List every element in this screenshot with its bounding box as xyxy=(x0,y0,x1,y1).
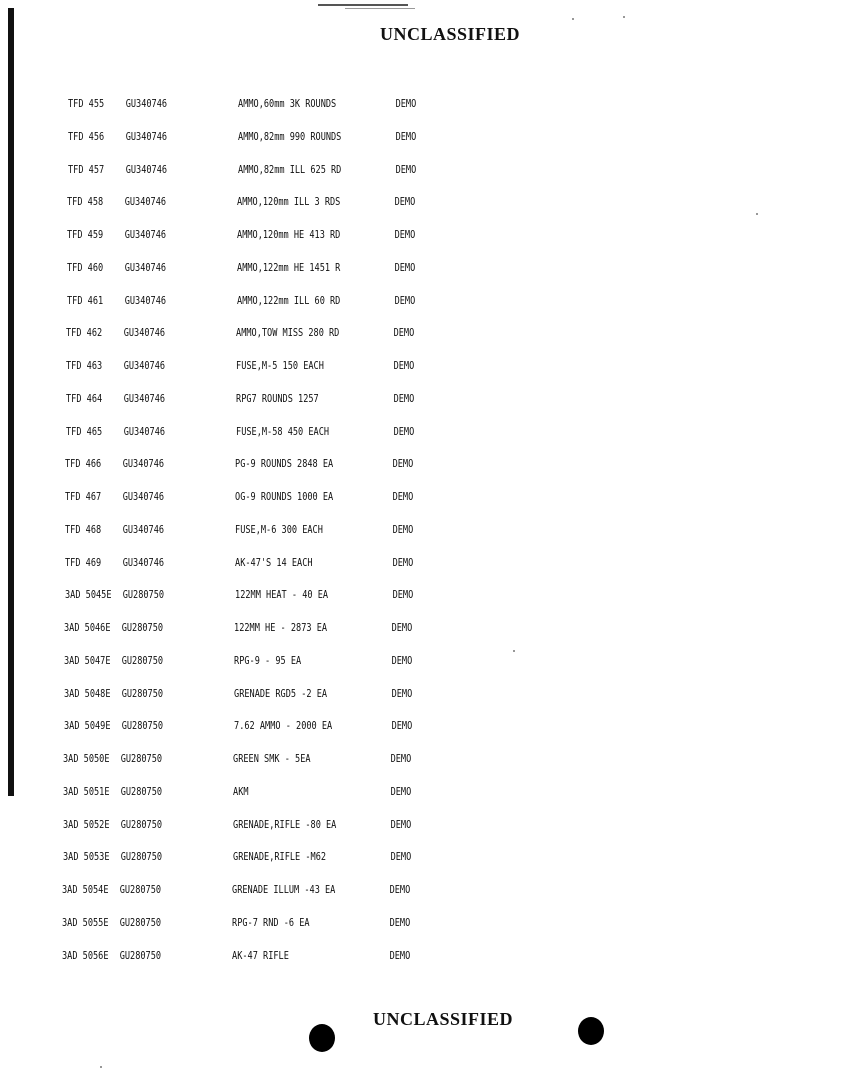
row-item-description: FUSE,M-5 150 EACH xyxy=(236,359,325,372)
row-item-description: RPG-9 - 95 EA xyxy=(234,653,302,667)
row-action: DEMO xyxy=(393,391,415,405)
row-grid-reference: GU280750 xyxy=(120,784,163,798)
row-grid-reference: GU280750 xyxy=(121,686,163,700)
row-grid-reference: GU280750 xyxy=(120,817,162,831)
row-grid-reference: GU280750 xyxy=(119,915,162,929)
row-action: DEMO xyxy=(391,653,413,667)
row-grid-reference: GU280750 xyxy=(122,588,164,602)
row-action: DEMO xyxy=(393,424,414,438)
row-grid-reference: GU280750 xyxy=(119,948,162,962)
row-id: TFD 469 xyxy=(64,555,101,569)
row-id: TFD 463 xyxy=(66,359,103,372)
scan-speck xyxy=(756,213,758,215)
row-grid-reference: GU340746 xyxy=(125,97,168,110)
row-item-description: AMMO,60mm 3K ROUNDS xyxy=(238,97,337,110)
scan-speck xyxy=(513,650,515,652)
row-grid-reference: GU340746 xyxy=(123,359,166,372)
row-id: TFD 462 xyxy=(66,326,103,340)
row-action: DEMO xyxy=(392,490,414,503)
row-grid-reference: GU280750 xyxy=(121,719,163,733)
row-grid-reference: GU340746 xyxy=(123,391,165,405)
row-action: DEMO xyxy=(392,522,414,536)
row-item-description: AMMO,120mm HE 413 RD xyxy=(237,228,341,241)
row-item-description: FUSE,M-6 300 EACH xyxy=(235,522,323,536)
row-action: DEMO xyxy=(393,457,414,471)
scan-speck xyxy=(623,16,625,18)
row-action: DEMO xyxy=(395,162,416,176)
row-grid-reference: GU340746 xyxy=(124,293,166,307)
row-id: TFD 468 xyxy=(65,522,102,536)
row-grid-reference: GU340746 xyxy=(124,260,166,274)
row-action: DEMO xyxy=(393,326,415,340)
row-id: TFD 466 xyxy=(65,457,102,471)
row-id: TFD 457 xyxy=(67,162,104,176)
punch-hole-left xyxy=(309,1024,335,1052)
row-id: 3AD 5047E xyxy=(64,653,111,667)
row-item-description: AMMO,120mm ILL 3 RDS xyxy=(237,195,341,209)
row-action: DEMO xyxy=(389,915,411,929)
row-grid-reference: GU280750 xyxy=(121,653,164,667)
row-action: DEMO xyxy=(394,195,416,209)
row-item-description: AMMO,122mm ILL 60 RD xyxy=(236,293,340,307)
row-item-description: RPG-7 RND -6 EA xyxy=(232,915,310,929)
row-item-description: AMMO,122mm HE 1451 R xyxy=(236,260,341,274)
row-action: DEMO xyxy=(391,719,412,733)
row-action: DEMO xyxy=(395,129,417,143)
row-id: TFD 464 xyxy=(65,391,103,405)
header-classification: UNCLASSIFIED xyxy=(380,24,521,44)
row-grid-reference: GU280750 xyxy=(120,883,162,896)
row-item-description: AKM xyxy=(233,784,249,798)
row-item-description: AK-47 RIFLE xyxy=(232,948,289,962)
row-action: DEMO xyxy=(392,555,414,569)
row-item-description: AMMO,82mm ILL 625 RD xyxy=(237,162,341,176)
row-grid-reference: GU340746 xyxy=(124,228,167,241)
row-action: DEMO xyxy=(390,883,411,896)
punch-hole-right xyxy=(578,1017,604,1045)
row-item-description: RPG7 ROUNDS 1257 xyxy=(235,391,319,405)
row-action: DEMO xyxy=(391,686,413,700)
row-grid-reference: GU340746 xyxy=(122,555,164,569)
row-id: 3AD 5052E xyxy=(62,817,110,831)
row-id: 3AD 5046E xyxy=(64,621,111,634)
row-item-description: AMMO,82mm 990 ROUNDS xyxy=(237,129,342,143)
row-item-description: 122MM HE - 2873 EA xyxy=(234,621,328,634)
row-grid-reference: GU280750 xyxy=(121,752,163,765)
row-action: DEMO xyxy=(393,359,415,372)
row-id: TFD 456 xyxy=(67,129,104,143)
row-action: DEMO xyxy=(392,588,413,602)
row-item-description: GRENADE RGD5 -2 EA xyxy=(233,686,327,700)
scan-speck xyxy=(100,1066,102,1068)
row-item-description: OG-9 ROUNDS 1000 EA xyxy=(235,490,334,503)
row-id: 3AD 5050E xyxy=(63,752,110,765)
row-item-description: AMMO,TOW MISS 280 RD xyxy=(236,326,340,340)
row-id: TFD 460 xyxy=(66,260,104,274)
row-id: TFD 458 xyxy=(67,195,104,209)
row-item-description: GRENADE,RIFLE -M62 xyxy=(232,850,326,864)
row-action: DEMO xyxy=(394,293,415,307)
row-grid-reference: GU340746 xyxy=(122,522,165,536)
row-grid-reference: GU340746 xyxy=(124,326,166,340)
row-grid-reference: GU340746 xyxy=(125,162,167,176)
row-action: DEMO xyxy=(394,228,416,241)
row-grid-reference: GU340746 xyxy=(125,129,167,143)
row-id: 3AD 5051E xyxy=(63,784,110,798)
row-id: 3AD 5054E xyxy=(62,883,109,896)
row-grid-reference: GU340746 xyxy=(123,457,165,471)
row-action: DEMO xyxy=(389,948,411,962)
row-item-description: GRENADE ILLUM -43 EA xyxy=(232,883,336,896)
row-id: 3AD 5045E xyxy=(64,588,112,602)
row-grid-reference: GU340746 xyxy=(125,195,167,209)
row-action: DEMO xyxy=(390,784,412,798)
row-grid-reference: GU340746 xyxy=(122,490,165,503)
row-id: 3AD 5056E xyxy=(62,948,109,962)
row-item-description: PG-9 ROUNDS 2848 EA xyxy=(235,457,334,471)
row-item-description: AK-47'S 14 EACH xyxy=(234,555,313,569)
row-id: 3AD 5053E xyxy=(62,850,110,864)
footer-classification: UNCLASSIFIED xyxy=(373,1009,514,1029)
row-id: 3AD 5048E xyxy=(63,686,111,700)
row-item-description: GRENADE,RIFLE -80 EA xyxy=(232,817,337,831)
row-action: DEMO xyxy=(395,97,417,110)
row-id: TFD 465 xyxy=(65,424,102,438)
row-item-description: FUSE,M-58 450 EACH xyxy=(235,424,329,438)
row-id: TFD 459 xyxy=(67,228,104,241)
row-action: DEMO xyxy=(390,850,411,864)
row-action: DEMO xyxy=(394,260,416,274)
row-action: DEMO xyxy=(390,817,412,831)
row-item-description: GREEN SMK - 5EA xyxy=(233,752,311,765)
row-grid-reference: GU280750 xyxy=(120,850,162,864)
row-item-description: 7.62 AMMO - 2000 EA xyxy=(233,719,332,733)
row-action: DEMO xyxy=(391,621,413,634)
row-id: 3AD 5049E xyxy=(63,719,111,733)
row-item-description: 122MM HEAT - 40 EA xyxy=(234,588,328,602)
scan-speck xyxy=(572,18,574,20)
row-id: TFD 455 xyxy=(68,97,105,110)
row-id: TFD 467 xyxy=(65,490,102,503)
row-grid-reference: GU280750 xyxy=(122,621,164,634)
row-grid-reference: GU340746 xyxy=(123,424,165,438)
row-action: DEMO xyxy=(390,752,412,765)
row-id: 3AD 5055E xyxy=(62,915,109,929)
row-id: TFD 461 xyxy=(66,293,103,307)
